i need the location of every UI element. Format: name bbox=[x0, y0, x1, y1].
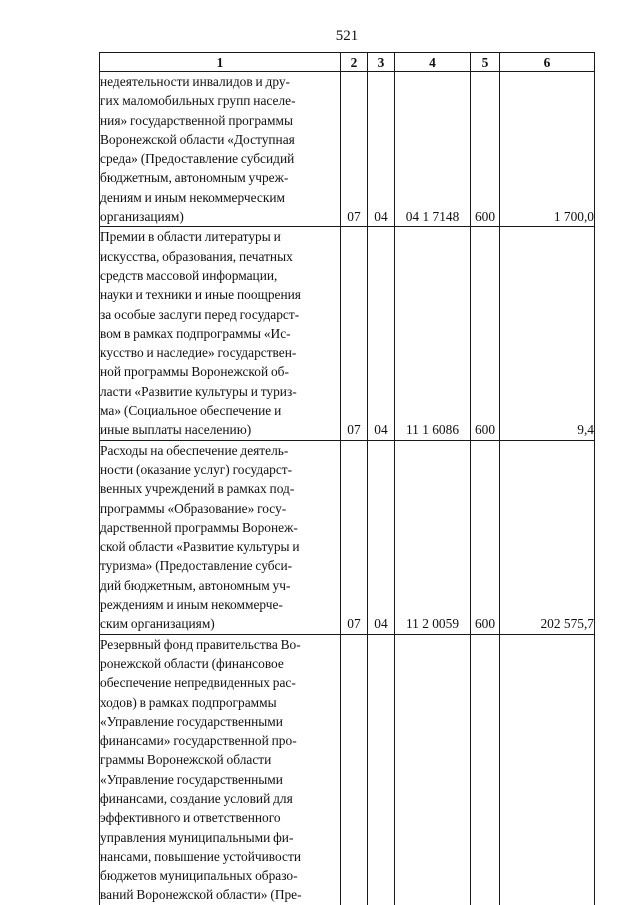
description-line: финансами» государственной про- bbox=[100, 733, 297, 749]
table-row bbox=[100, 634, 595, 905]
description-line: управления муниципальными фи- bbox=[100, 829, 294, 845]
table-row bbox=[100, 72, 595, 227]
description-line: Расходы на обеспечение деятель- bbox=[100, 442, 289, 458]
table-row bbox=[100, 227, 595, 440]
row-amount: 1 700,0 bbox=[500, 72, 595, 227]
description-line: дарственной программы Воронеж- bbox=[100, 519, 298, 535]
description-line: венных учреждений в рамках под- bbox=[100, 481, 295, 497]
description-line: ния» государственной программы bbox=[100, 112, 293, 128]
description-line: организациям) bbox=[100, 209, 184, 225]
description-line: финансами, создание условий для bbox=[100, 790, 293, 806]
description-line: ской области «Развитие культуры и bbox=[100, 539, 300, 555]
description-line: ласти «Развитие культуры и туриз- bbox=[100, 383, 297, 399]
row-expense-type: 600 bbox=[471, 227, 500, 440]
row-description bbox=[100, 72, 341, 227]
description-line: туризма» (Предоставление субси- bbox=[100, 558, 293, 574]
row-subsection bbox=[368, 634, 395, 905]
row-subsection: 04 bbox=[368, 440, 395, 634]
row-amount bbox=[500, 634, 595, 905]
description-line: среда» (Предоставление субсидий bbox=[100, 151, 295, 167]
description-line: искусства, образования, печатных bbox=[100, 248, 293, 264]
row-expense-type: 600 bbox=[471, 72, 500, 227]
row-target-article bbox=[395, 634, 471, 905]
row-target-article: 04 1 7148 bbox=[395, 72, 471, 227]
description-line: бюджетным, автономным учреж- bbox=[100, 170, 289, 186]
description-line: ности (оказание услуг) государст- bbox=[100, 461, 293, 477]
header-cell-description: 1 bbox=[100, 53, 341, 72]
row-amount: 202 575,7 bbox=[500, 440, 595, 634]
row-target-article: 11 1 6086 bbox=[395, 227, 471, 440]
description-line: Резервный фонд правительства Во- bbox=[100, 636, 301, 652]
description-line: за особые заслуги перед государст- bbox=[100, 306, 300, 322]
header-cell-expense-type: 5 bbox=[471, 53, 500, 72]
description-line: ваний Воронежской области» (Пре- bbox=[100, 887, 302, 903]
row-description bbox=[100, 634, 341, 905]
description-line: «Управление государственными bbox=[100, 771, 283, 787]
description-line: дий бюджетным, автономным уч- bbox=[100, 577, 291, 593]
description-line: эффективного и ответственного bbox=[100, 810, 281, 826]
row-expense-type bbox=[471, 634, 500, 905]
row-section: 07 bbox=[341, 440, 368, 634]
header-row bbox=[100, 53, 595, 72]
description-line: недеятельности инвалидов и дру- bbox=[100, 74, 291, 89]
description-line: науки и техники и иные поощрения bbox=[100, 287, 301, 303]
description-line: ма» (Социальное обеспечение и bbox=[100, 403, 282, 419]
description-line: средств массовой информации, bbox=[100, 267, 278, 283]
row-subsection: 04 bbox=[368, 72, 395, 227]
description-line: ронежской области (финансовое bbox=[100, 655, 284, 671]
description-line: обеспечение непредвиденных рас- bbox=[100, 675, 296, 691]
description-line: вом в рамках подпрограммы «Ис- bbox=[100, 325, 291, 341]
description-line: «Управление государственными bbox=[100, 713, 283, 729]
table-row bbox=[100, 440, 595, 634]
row-description bbox=[100, 227, 341, 440]
description-line: бюджетов муниципальных образо- bbox=[100, 868, 298, 884]
description-line: программы «Образование» госу- bbox=[100, 500, 287, 516]
description-line: гих маломобильных групп населе- bbox=[100, 93, 296, 109]
row-target-article: 11 2 0059 bbox=[395, 440, 471, 634]
header-cell-target-article: 4 bbox=[395, 53, 471, 72]
header-cell-section: 2 bbox=[341, 53, 368, 72]
description-line: ским организациям) bbox=[100, 616, 215, 632]
row-description bbox=[100, 440, 341, 634]
header-cell-amount: 6 bbox=[500, 53, 595, 72]
description-line: нансами, повышение устойчивости bbox=[100, 848, 302, 864]
description-line: граммы Воронежской области bbox=[100, 752, 272, 768]
row-section: 07 bbox=[341, 72, 368, 227]
row-subsection: 04 bbox=[368, 227, 395, 440]
table-body bbox=[100, 72, 595, 905]
row-amount: 9,4 bbox=[500, 227, 595, 440]
row-expense-type: 600 bbox=[471, 440, 500, 634]
description-line: иные выплаты населению) bbox=[100, 422, 252, 438]
description-line: ходов) в рамках подпрограммы bbox=[100, 694, 277, 710]
header-cell-subsection: 3 bbox=[368, 53, 395, 72]
description-line: Премии в области литературы и bbox=[100, 229, 281, 245]
description-line: реждениям и иным некоммерче- bbox=[100, 597, 283, 613]
row-section: 07 bbox=[341, 227, 368, 440]
description-line: ной программы Воронежской об- bbox=[100, 364, 289, 380]
budget-table bbox=[99, 52, 595, 905]
row-section bbox=[341, 634, 368, 905]
description-line: Воронежской области «Доступная bbox=[100, 131, 295, 147]
description-line: дениям и иным некоммерческим bbox=[100, 189, 285, 205]
page-number: 521 bbox=[335, 28, 359, 44]
description-line: кусство и наследие» государствен- bbox=[100, 345, 297, 361]
